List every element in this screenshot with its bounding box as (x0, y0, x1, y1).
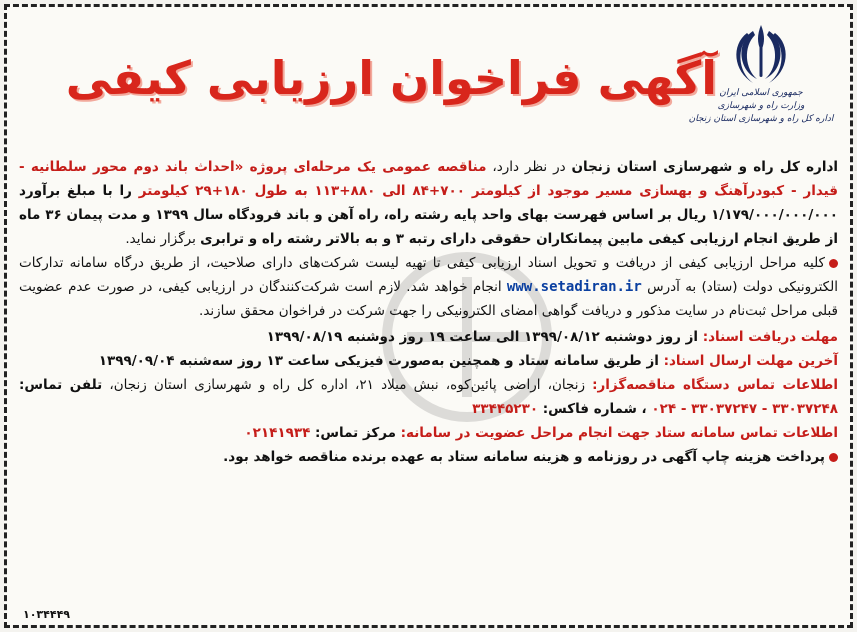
setad-contact-label: اطلاعات تماس سامانه ستاد جهت انجام مراحل عضویت در سامانه: (400, 425, 838, 441)
page-title: آگهی فراخوان ارزیابی کیفی (65, 51, 717, 105)
logo-line-office: اداره کل راه و شهرسازی استان زنجان (688, 114, 834, 124)
phone-numbers: ۳۳۰۳۷۲۴۸ - ۳۳۰۳۷۲۴۷ - ۰۲۴ (651, 401, 838, 417)
receive-deadline (19, 325, 838, 349)
logo-line-ministry: وزارت راه و شهرسازی (717, 101, 805, 111)
process-text-1: کلیه مراحل ارزیابی کیفی از دریافت و تحویل اسناد ارزیابی کیفی تا تهیه لیست شرکت‌های دارای صلاحیت، از طریق درگاه سامانه تدارکات الکترونیکی دولت (ستاد) به آدرس (19, 255, 839, 295)
intro-text-1: در نظر دارد، (486, 159, 572, 175)
call-center-number: ۰۲۱۴۱۹۳۴ (244, 425, 311, 441)
bullet-icon (829, 453, 838, 462)
fax-number: ۳۳۴۴۵۲۳۰ (472, 401, 539, 417)
announcement-body (19, 155, 838, 469)
submit-deadline (19, 349, 838, 373)
org-contact (19, 373, 838, 421)
process-text-2: انجام خواهد شد. لازم است شرکت‌کنندگان در ارزیابی کیفی، در صورت عدم عضویت قبلی مراحل ثبت‌نام در سایت مذکور و دریافت گواهی امضای الکترونیکی را جهت شرکت در فراخوان محقق سازند. (19, 279, 838, 319)
org-contact-label: اطلاعات تماس دستگاه مناقصه‌گزار: (592, 377, 838, 393)
receive-deadline-label: مهلت دریافت اسناد: (702, 329, 838, 345)
reference-number: ۱۰۳۴۴۴۹ (23, 608, 70, 621)
submit-deadline-label: آخرین مهلت ارسال اسناد: (663, 353, 838, 369)
org-name: اداره کل راه و شهرسازی استان زنجان (571, 159, 839, 175)
setad-contact (19, 421, 838, 445)
footer-note (19, 445, 838, 469)
iran-emblem-icon (729, 21, 793, 87)
announcement-page (4, 4, 853, 628)
fax-label: ، شماره فاکس: (538, 401, 652, 417)
receive-deadline-value: از روز دوشنبه ۱۳۹۹/۰۸/۱۲ الی ساعت ۱۹ روز دوشنبه ۱۳۹۹/۰۸/۱۹ (266, 329, 703, 345)
intro-text-3: برگزار نماید. (125, 231, 201, 247)
submit-deadline-value: از طریق سامانه ستاد و همچنین به‌صورت فیزیکی ساعت ۱۳ روز سه‌شنبه ۱۳۹۹/۰۹/۰۴ (98, 353, 664, 369)
intro-paragraph (19, 155, 838, 251)
process-paragraph (19, 251, 838, 323)
org-contact-address: زنجان، اراضی پائین‌کوه، نبش میلاد ۲۱، اداره کل راه و شهرسازی استان زنجان، (109, 377, 593, 393)
call-center-label: مرکز تماس: (310, 425, 401, 441)
intro-text-2: را با مبلغ برآورد ۱/۱۷۹/۰۰۰/۰۰۰/۰۰۰ ریال بر اساس فهرست بهای واحد پایه رشته راه، راه آهن و باند فرودگاه سال ۱۳۹۹ و مدت پیمان ۳۶ ماه از طریق انجام ارزیابی کیفی مابین پیمانکاران حقوقی دارای رتبه ۳ و به بالاتر رشته راه و ترابری (19, 183, 838, 247)
setad-link[interactable]: www.setadiran.ir (506, 279, 642, 295)
bullet-icon (829, 259, 838, 268)
logo-line-country: جمهوری اسلامی ایران (719, 88, 803, 98)
tender-description: مناقصه عمومی یک مرحله‌ای پروژه «احداث باند دوم محور سلطانیه - قیدار - کبودرآهنگ و بهسازی مسیر موجود از کیلومتر ۷۰۰+۸۴ الی ۸۸۰+۱۱۳ به طول ۱۸۰+۲۹ کیلومتر (19, 159, 839, 199)
footer-note-text: پرداخت هزینه چاپ آگهی در روزنامه و هزینه سامانه ستاد به عهده برنده مناقصه خواهد بود. (223, 449, 825, 465)
phone-label: تلفن تماس: (19, 377, 103, 393)
